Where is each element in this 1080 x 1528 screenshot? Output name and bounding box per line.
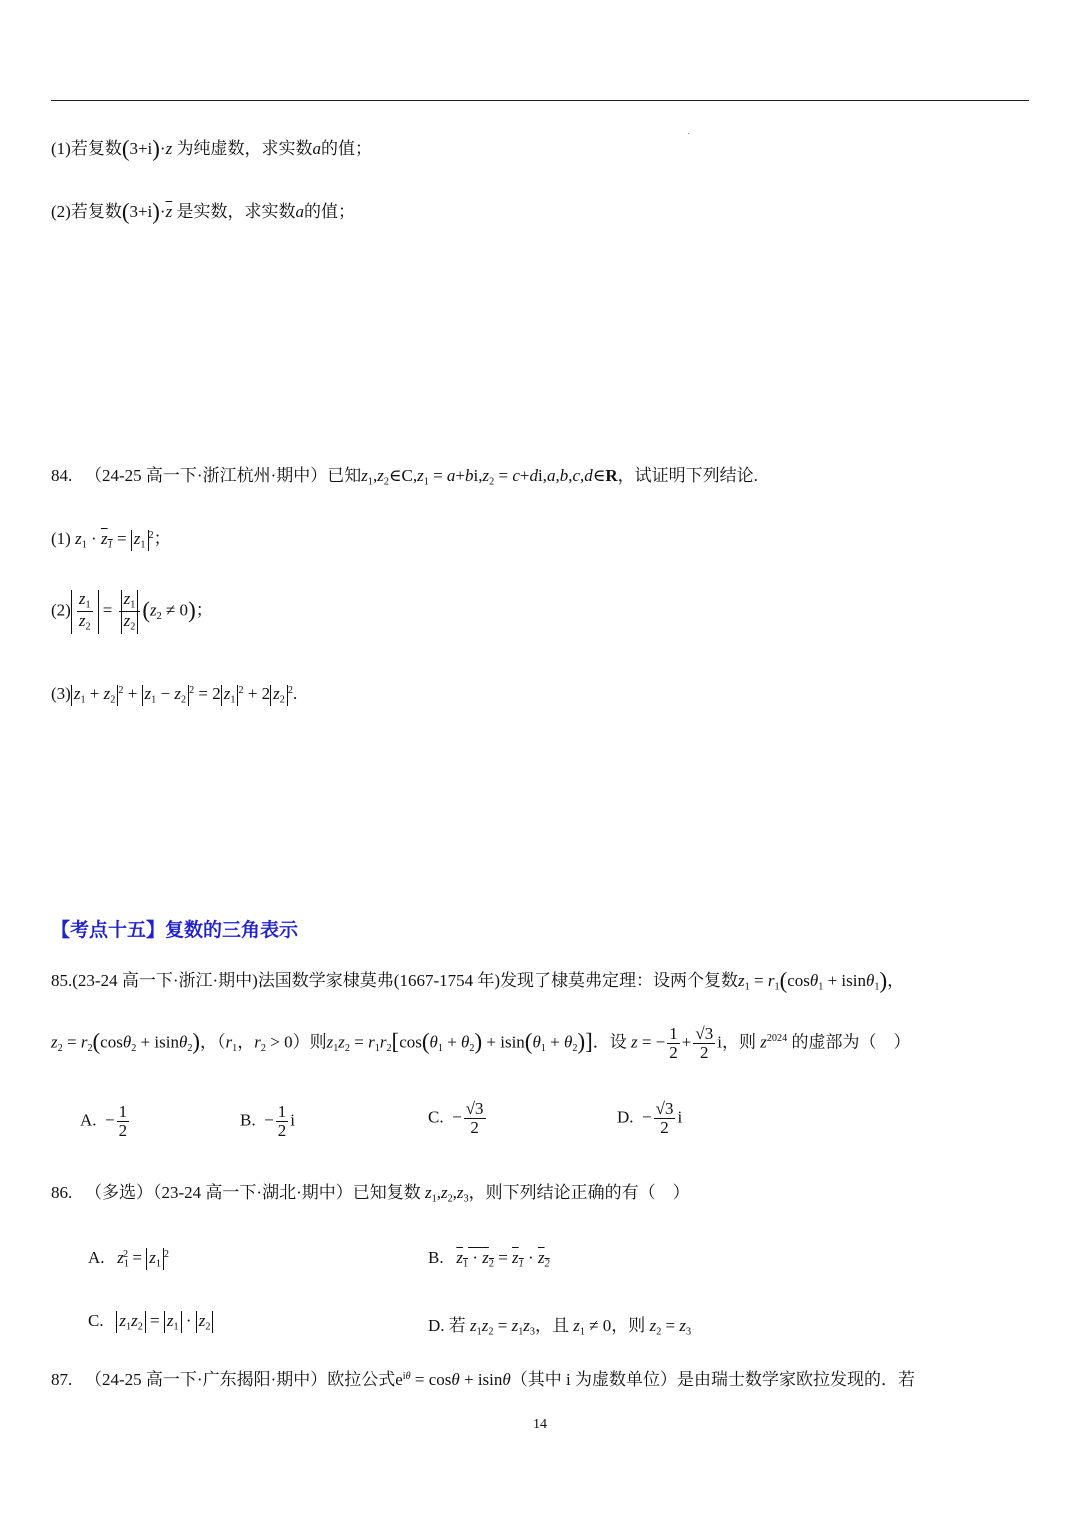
question-number: 86. xyxy=(51,1183,73,1202)
option-label: B. xyxy=(240,1110,256,1130)
text: 若复数 xyxy=(70,139,122,159)
text: ； xyxy=(153,529,171,548)
paren: ) xyxy=(152,136,160,161)
text: . xyxy=(292,684,298,703)
option-label: D. xyxy=(428,1316,445,1335)
question-number: 87. xyxy=(51,1370,73,1389)
text: 的值； xyxy=(303,202,355,222)
text: 的值； xyxy=(320,139,372,159)
q85-option-b[interactable]: B. − $\frac{1}{2}$ i xyxy=(240,1102,295,1140)
q84-part2: (2) $\frac{z_1}{z_2}$ = $\frac{z_1}{z_2}$ $(z_2 \ne 0)$； xyxy=(51,589,213,633)
option-label: C. xyxy=(88,1311,104,1330)
speck xyxy=(688,133,689,134)
part-label: (2) xyxy=(51,600,71,620)
q85-option-d[interactable]: D. − $\frac{√3}{2}$ i xyxy=(617,1099,683,1137)
text: ； xyxy=(195,600,213,620)
q84-stem: 84. （24-25 高一下·浙江杭州·期中）已知$z_1,z_2\in C,z_1 = a+bi,z_2$ = c+di,a,b,c,d∈R，试证明下列结论. xyxy=(51,466,758,488)
option-label: A. xyxy=(80,1110,97,1130)
header-rule xyxy=(51,100,1029,101)
text: 为纯虚数，求实数 xyxy=(176,139,313,159)
part-label: (2) xyxy=(51,202,71,222)
text: 已知 xyxy=(327,466,362,485)
q87-stem: 87. （24-25 高一下·广东揭阳·期中）欧拉公式$e^{i\theta} = \cos\theta + isin\theta$（其中 i 为虚数单位）是由瑞士数学家欧拉发现的．若 xyxy=(51,1370,915,1389)
paren: ( xyxy=(121,199,130,224)
q85-stem-line1: 85.(23-24 高一下·浙江·期中)法国数学家棣莫弗(1667-1754 年)发现了棣莫弗定理：设两个复数$z_1 = r_1(\cos\theta_1 + isin\theta_1)$， xyxy=(51,968,905,993)
option-label: B. xyxy=(428,1248,444,1267)
question-source: (23-24 高一下·浙江·期中) xyxy=(72,971,258,991)
part-label: (1) xyxy=(51,529,71,548)
paren: ( xyxy=(121,136,130,161)
q85-option-c[interactable]: C. − $\frac{√3}{2}$ xyxy=(428,1099,484,1137)
var-a: a xyxy=(295,202,304,222)
var-a: a xyxy=(312,139,321,159)
q86-option-d[interactable]: D. 若 $z_1z_2 = z_1z_3$，且 $z_1 \ne 0$，则 $z_2 = z_3$ xyxy=(428,1316,692,1338)
q86-option-c[interactable]: C. $z_1z_2 = z_1 \cdot z_2$ xyxy=(88,1311,213,1333)
q83-part2: (2)若复数$(3+i)\cdot\overline{z}$ 是实数，求实数a的值； xyxy=(51,199,355,224)
q85-stem-line2: $z_2 = r_2(\cos\theta_2 + isin\theta_2)$，（$r_1$，$r_2 > 0$）则$z_1z_2 = r_1r_2[\cos(\theta_1 + \theta_2) + isin(\theta_1 + \theta_2)]$．设 z = − $\frac{1}{2}$ + $\frac{√3}{2}$ i，则 $z^{2024}$ 的虚部为（ ） xyxy=(51,1024,911,1062)
page-number: 14 xyxy=(533,1417,547,1432)
text: 是实数，求实数 xyxy=(176,202,296,222)
multi-select-tag: （多选） xyxy=(85,1183,153,1202)
question-source: （23-24 高一下·湖北·期中） xyxy=(153,1183,353,1202)
q83-part1: (1)若复数(3+i)·z 为纯虚数，求实数a的值； xyxy=(51,136,372,161)
question-source: （24-25 高一下·浙江杭州·期中） xyxy=(85,466,328,485)
part-label: (1) xyxy=(51,139,71,159)
text: ，试证明下列结论. xyxy=(617,466,758,485)
q86-option-a[interactable]: A. $z_1^2 = z_1^2$ xyxy=(88,1248,169,1270)
option-label: C. xyxy=(428,1107,444,1127)
q85-option-a[interactable]: A. − $\frac{1}{2}$ xyxy=(80,1102,128,1140)
paren: ) xyxy=(152,199,160,224)
text: 若复数 xyxy=(70,202,122,222)
text: 欧拉公式 xyxy=(327,1370,396,1389)
option-label: D. xyxy=(617,1107,634,1127)
text: （其中 i 为虚数单位）是由瑞士数学家欧拉发现的．若 xyxy=(510,1370,915,1389)
option-label: A. xyxy=(88,1248,105,1267)
part-label: (3) xyxy=(51,684,71,703)
q86-option-b[interactable]: B. $z_1 \cdot z_2 = z_1 \cdot z_2$ xyxy=(428,1248,550,1270)
text: 法国数学家棣莫弗(1667-1754 年)发现了棣莫弗定理：设两个复数 xyxy=(257,971,739,991)
question-source: （24-25 高一下·广东揭阳·期中） xyxy=(85,1370,328,1389)
q86-stem: 86. （多选）（23-24 高一下·湖北·期中）已知复数 $z_1,z_2,z_3$，则下列结论正确的有（ ） xyxy=(51,1183,690,1205)
q84-part1: (1) $z_1 \cdot z_1 = z_1^2$； xyxy=(51,529,171,551)
section-heading: 【考点十五】复数的三角表示 xyxy=(51,919,299,941)
q84-part3: (3) $z_1 + z_2^2 + z_1 - z_2^2 = 2$ $z_1^2 + 2$ $z_2^2$. xyxy=(51,684,298,706)
question-number: 84. xyxy=(51,466,73,485)
question-number: 85. xyxy=(51,971,73,991)
text: 则 xyxy=(309,1032,327,1052)
